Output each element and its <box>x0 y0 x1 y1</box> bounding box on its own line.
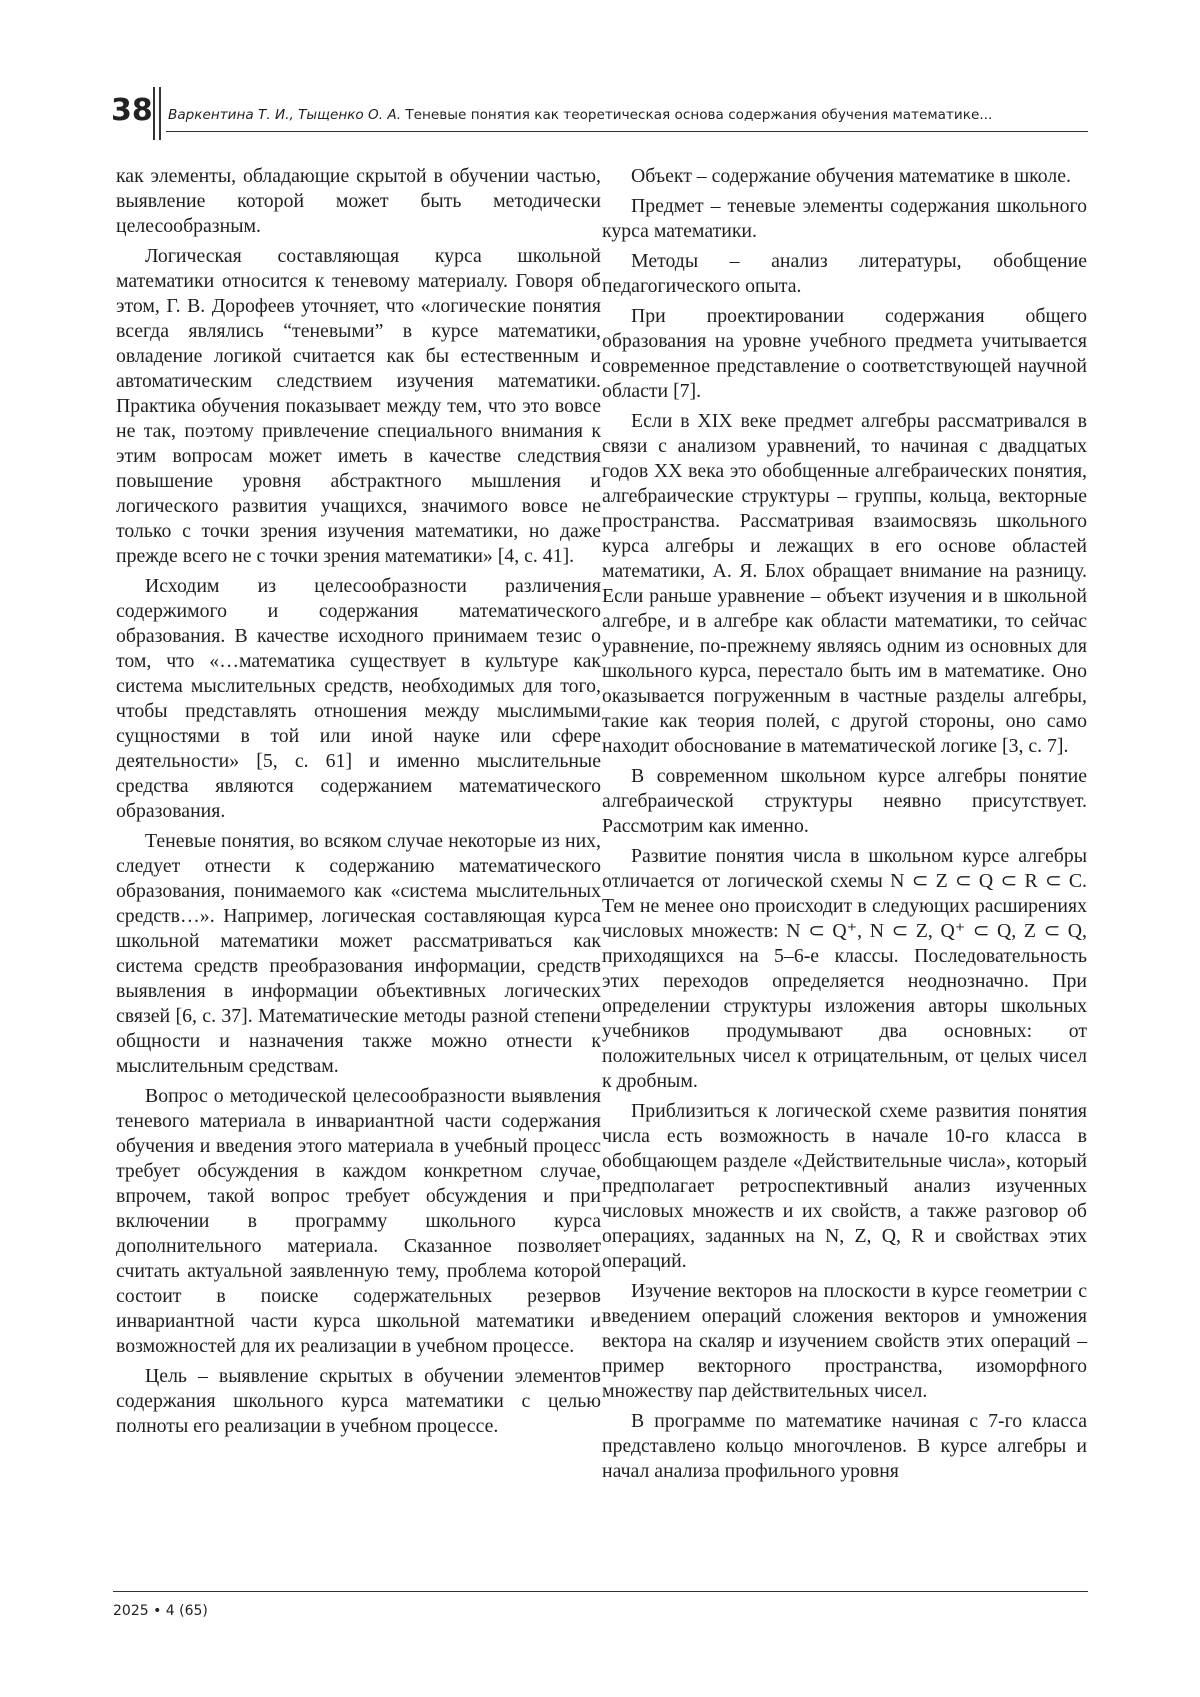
paragraph: В программе по математике начиная с 7-го класса представлено кольцо многочленов. В курсе алгебры и начал анализа профильного уровня <box>602 1410 1087 1482</box>
paragraph: Приблизиться к логической схеме развития понятия числа есть возможность в начале 10-го класса в обобщающем разделе «Действительные числа», который предполагает ретроспективный анализ изученных числовых множеств и их свойств, а также разговор об операциях, заданных на N, Z, Q, R и свойствах этих операций. <box>602 1100 1087 1272</box>
paragraph: Изучение векторов на плоскости в курсе геометрии с введением операций сложения векторов и умножения вектора на скаляр и изучением свойств этих операций – пример векторного пространства, изоморфного множеству пар действительных чисел. <box>602 1280 1087 1402</box>
paragraph: Теневые понятия, во всяком случае некоторые из них, следует отнести к содержанию математического образования, понимаемого как «система мыслительных средств…». Например, логическая составляющая курса школьной математики может рассматриваться как система средств преобразования информации, средств выявления в информации объективных логических связей [6, с. 37]. Математические методы разной степени общности и назначения также можно отнести к мыслительным средствам. <box>116 830 601 1077</box>
header-double-bar <box>153 87 162 140</box>
paragraph: Объект – содержание обучения математике в школе. <box>631 165 1072 187</box>
paragraph: Если в XIX веке предмет алгебры рассматривался в связи с анализом уравнений, то начиная с двадцатых годов XX века это обобщенные алгебраических понятия, алгебраические структуры – группы, кольца, векторные пространства. Рассматривая взаимосвязь школьного курса алгебры и лежащих в его основе областей математики, А. Я. Блох обращает внимание на разницу. Если раньше уравнение – объект изучения и в школьной алгебре, и в алгебре как области математики, то сейчас уравнение, по-прежнему являясь одним из основных для школьного курса, перестало быть им в математике. Оно оказывается погруженным в частные разделы алгебры, такие как теория полей, с другой стороны, оно само находит обоснование в математической логике [3, с. 7]. <box>602 410 1087 757</box>
paragraph: Развитие понятия числа в школьном курсе алгебры отличается от логической схемы N ⊂ Z ⊂ Q ⊂ R ⊂ C. Тем не менее оно происходит в следующих расширениях числовых множеств: N ⊂ Q⁺, N ⊂ Z, Q⁺ ⊂ Q, Z ⊂ Q, приходящихся на 5–6-е классы. Последовательность этих переходов определяется неоднозначно. При определении структуры изложения авторы школьных учебников продумывают два основных: от положительных чисел к отрицательным, от целых чисел к дробным. <box>602 845 1087 1092</box>
page-number: 38 <box>111 93 153 128</box>
running-head-authors: Варкентина Т. И., Тыщенко О. А. <box>168 107 402 123</box>
right-column <box>602 164 1087 1489</box>
issue-number: 2025 • 4 (65) <box>113 1603 208 1619</box>
paragraph: При проектировании содержания общего образования на уровне учебного предмета учитывается современное представление о соответствующей научной области [7]. <box>602 305 1087 402</box>
footer-rule <box>113 1591 1088 1592</box>
paragraph: Методы – анализ литературы, обобщение педагогического опыта. <box>602 250 1087 297</box>
running-head <box>168 107 1088 123</box>
paragraph: В современном школьном курсе алгебры понятие алгебраической структуры неявно присутствует. Рассмотрим как именно. <box>602 765 1087 837</box>
paragraph: как элементы, обладающие скрытой в обучении частью, выявление которой может быть методически целесообразным. <box>116 165 601 237</box>
paragraph: Исходим из целесообразности различения содержимого и содержания математического образования. В качестве исходного принимаем тезис о том, что «…математика существует в культуре как система мыслительных средств, необходимых для того, чтобы представлять отношения между мыслимыми сущностями в той или иной науке или сфере деятельности» [5, с. 61] и именно мыслительные средства являются содержанием математического образования. <box>116 575 601 822</box>
header-rule <box>166 131 1088 132</box>
paragraph: Предмет – теневые элементы содержания школьного курса математики. <box>602 195 1087 242</box>
running-head-title: Теневые понятия как теоретическая основа содержания обучения математике... <box>405 107 993 123</box>
left-column <box>116 164 601 1444</box>
paragraph: Вопрос о методической целесообразности выявления теневого материала в инвариантной части содержания обучения и введения этого материала в учебный процесс требует обсуждения в каждом конкретном случае, впрочем, такой вопрос требует обсуждения и при включении в программу школьного курса дополнительного материала. Сказанное позволяет считать актуальной заявленную тему, проблема которой состоит в поиске содержательных резервов инвариантной части курса школьной математики и возможностей для их реализации в учебном процессе. <box>116 1085 601 1357</box>
paragraph: Логическая составляющая курса школьной математики относится к теневому материалу. Говоря об этом, Г. В. Дорофеев уточняет, что «логические понятия всегда являлись “теневыми” в курсе математики, овладение логикой считается как бы естественным и автоматическим следствием изучения математики. Практика обучения показывает между тем, что это вовсе не так, поэтому привлечение специального внимания к этим вопросам может иметь в качестве следствия повышение уровня абстрактного мышления и логического развития учащихся, значимого вовсе не только с точки зрения изучения математики, но даже прежде всего не с точки зрения математики» [4, с. 41]. <box>116 245 601 567</box>
paragraph: Цель – выявление скрытых в обучении элементов содержания школьного курса математики с целью полноты его реализации в учебном процессе. <box>116 1365 601 1437</box>
